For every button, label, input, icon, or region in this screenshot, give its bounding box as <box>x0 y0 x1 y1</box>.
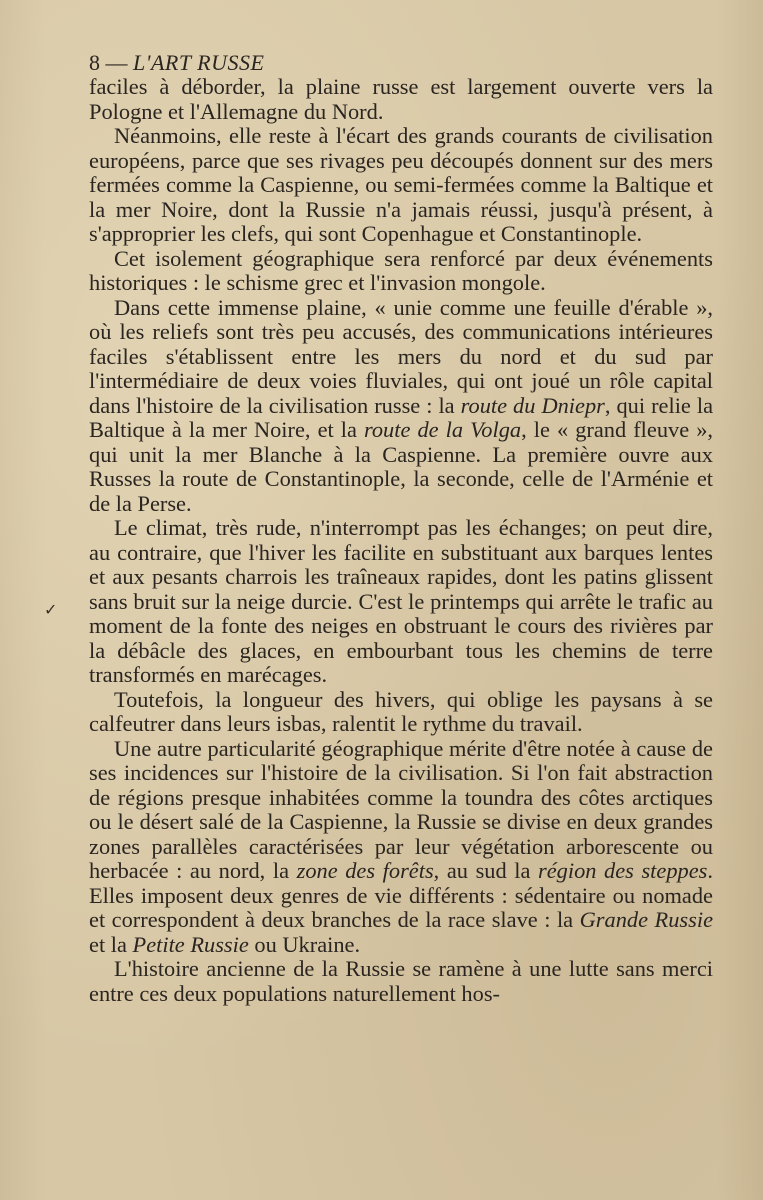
text-segment: Dans cette immense plaine, « unie comme une feuille d'érable », où les reliefs sont très peu accusés, des communications intérieures faciles s'établissent entre les mers du nord et du sud par l'intermédiaire de deux voies fluviales, qui ont joué un rôle capital dans l'histoire de la civilisation russe : la <box>89 294 713 418</box>
paragraph <box>89 247 713 296</box>
body-text <box>89 75 713 1006</box>
paragraph <box>89 516 713 688</box>
italic-text: zone des forêts <box>296 858 434 883</box>
page-number: 8 <box>89 50 100 75</box>
paragraph <box>89 957 713 1006</box>
italic-text: Petite Russie <box>132 931 249 957</box>
paragraph <box>89 688 713 737</box>
text-segment: et la <box>89 931 133 957</box>
header-separator: — <box>105 50 128 75</box>
italic-text: route de la Volga <box>363 417 522 442</box>
text-segment: , au sud la <box>433 858 538 883</box>
paragraph <box>89 124 713 247</box>
text-segment: Le climat, très rude, n'interrompt pas les échanges; on peut dire, au contraire, que l'hiver les facilite en substituant aux barques lentes et aux pesants charrois les traîneaux rapides, dont les patins glissent sans bruit sur la neige durcie. C'est le printemps qui arrête le trafic au moment de la fonte des neiges en obstruant le cours des rivières par la débâcle des glaces, en embourbant tous les chemins de terre transformés en marécages. <box>89 515 713 687</box>
margin-mark: ✓ <box>44 602 58 619</box>
text-segment: Cet isolement géographique sera renforcé par deux événements historiques : le schisme grec et l'invasion mongole. <box>89 245 713 295</box>
paragraph <box>89 75 713 124</box>
text-segment: Une autre particularité géographique mérite d'être notée à cause de ses incidences sur l'histoire de la civilisation. Si l'on fait abstraction de régions presque inhabitées comme la toundra des côtes arctiques ou le désert salé de la Caspienne, la Russie se divise en deux grandes zones parallèles caractérisées par leur végétation arborescente ou herbacée : au nord, la <box>89 735 713 883</box>
text-segment: Toutefois, la longueur des hivers, qui oblige les paysans à se calfeutrer dans leurs isbas, ralentit le rythme du travail. <box>89 686 713 736</box>
text-segment: , qui relie la Baltique à la mer Noire, et la <box>89 392 714 442</box>
text-segment: faciles à déborder, la plaine russe est largement ouverte vers la Pologne et l'Allemagne du Nord. <box>89 74 713 124</box>
text-segment: ou Ukraine. <box>248 931 361 957</box>
italic-text: Grande Russie <box>579 907 714 932</box>
text-segment: , le « grand fleuve », qui unit la mer Blanche à la Caspienne. La première ouvre aux Russes la route de Constantinople, la seconde, celle de l'Arménie et de la Perse. <box>89 417 713 516</box>
text-segment: Néanmoins, elle reste à l'écart des grands courants de civilisation européens, parce que ses rivages peu découpés donnent sur des mers fermées comme la Caspienne, ou semi-fermées comme la Baltique et la mer Noire, dont la Russie n'a jamais réussi, jusqu'à présent, à s'approprier les clefs, qui sont Copenhague et Constantinople. <box>89 123 713 246</box>
italic-text: route du Dniepr <box>460 392 605 418</box>
running-title: L'ART RUSSE <box>133 50 265 75</box>
italic-text: région des steppes <box>538 858 708 883</box>
text-segment: . Elles imposent deux genres de vie différents : sédentaire ou nomade et correspondent à deux branches de la race slave : la <box>89 858 713 932</box>
paragraph <box>89 296 713 517</box>
text-segment: L'histoire ancienne de la Russie se ramène à une lutte sans merci entre ces deux populations naturellement hos- <box>89 956 713 1006</box>
paragraph <box>89 737 713 958</box>
